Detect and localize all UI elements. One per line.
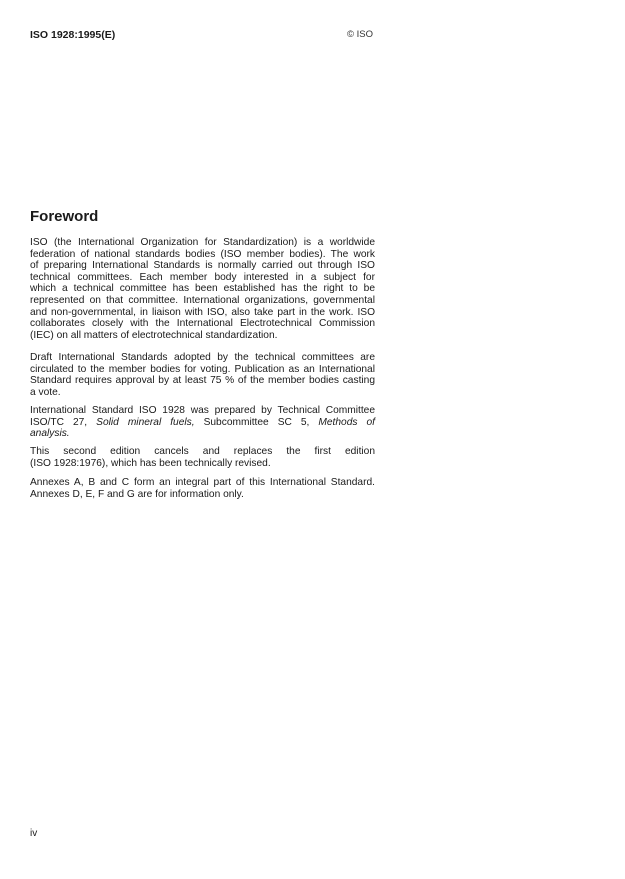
text-line: International Standard ISO 1928 was prepared by Technical Committee	[30, 405, 375, 416]
text-line: Annexes D, E, F and G are for information only.	[30, 488, 244, 500]
paragraph-1	[30, 237, 375, 341]
text-line: of preparing International Standards is normally carried out through ISO	[30, 260, 375, 272]
text-line: circulated to the member bodies for voting. Publication as an International	[30, 363, 375, 375]
paragraph-2	[30, 352, 375, 398]
paragraph-4	[30, 446, 375, 469]
paragraph-5	[30, 477, 375, 500]
copyright: © ISO	[347, 29, 374, 40]
subcommittee-title: Methods of	[318, 416, 375, 428]
text-line: Draft International Standards adopted by the technical committees are	[30, 352, 375, 363]
committee: ISO/TC 27,	[30, 416, 88, 428]
subcommittee: Subcommittee SC 5,	[203, 416, 310, 428]
paragraph-3	[30, 405, 375, 440]
standard-number: ISO 1928:1995(E)	[30, 29, 116, 41]
text-line: which a technical committee has been established has the right to be	[30, 283, 375, 295]
page-number: iv	[30, 828, 38, 839]
text-line: technical committees. Each member body interested in a subject for	[30, 271, 375, 283]
text-line: ISO (the International Organization for Standardization) is a worldwide	[30, 237, 375, 248]
text-line: represented on that committee. International organizations, governmental	[30, 294, 375, 306]
committee-title: Solid mineral fuels,	[96, 416, 195, 428]
text-line: Annexes A, B and C form an integral part of this International Standard.	[30, 477, 375, 488]
text-line: This second edition cancels and replaces the first edition	[30, 446, 375, 457]
text-line: and non-governmental, in liaison with ISO, also take part in the work. ISO	[30, 306, 375, 318]
text-line	[30, 417, 375, 429]
text-line: collaborates closely with the International Electrotechnical Commission	[30, 318, 375, 330]
text-line: (IEC) on all matters of electrotechnical standardization.	[30, 329, 278, 341]
subcommittee-title-cont: analysis.	[30, 428, 70, 440]
text-line: (ISO 1928:1976), which has been technically revised.	[30, 457, 271, 469]
text-line: a vote.	[30, 386, 61, 398]
text-line: federation of national standards bodies (ISO member bodies). The work	[30, 248, 375, 260]
text-line	[30, 428, 375, 440]
text-line: Standard requires approval by at least 75 % of the member bodies casting	[30, 375, 375, 387]
section-title: Foreword	[30, 208, 99, 225]
